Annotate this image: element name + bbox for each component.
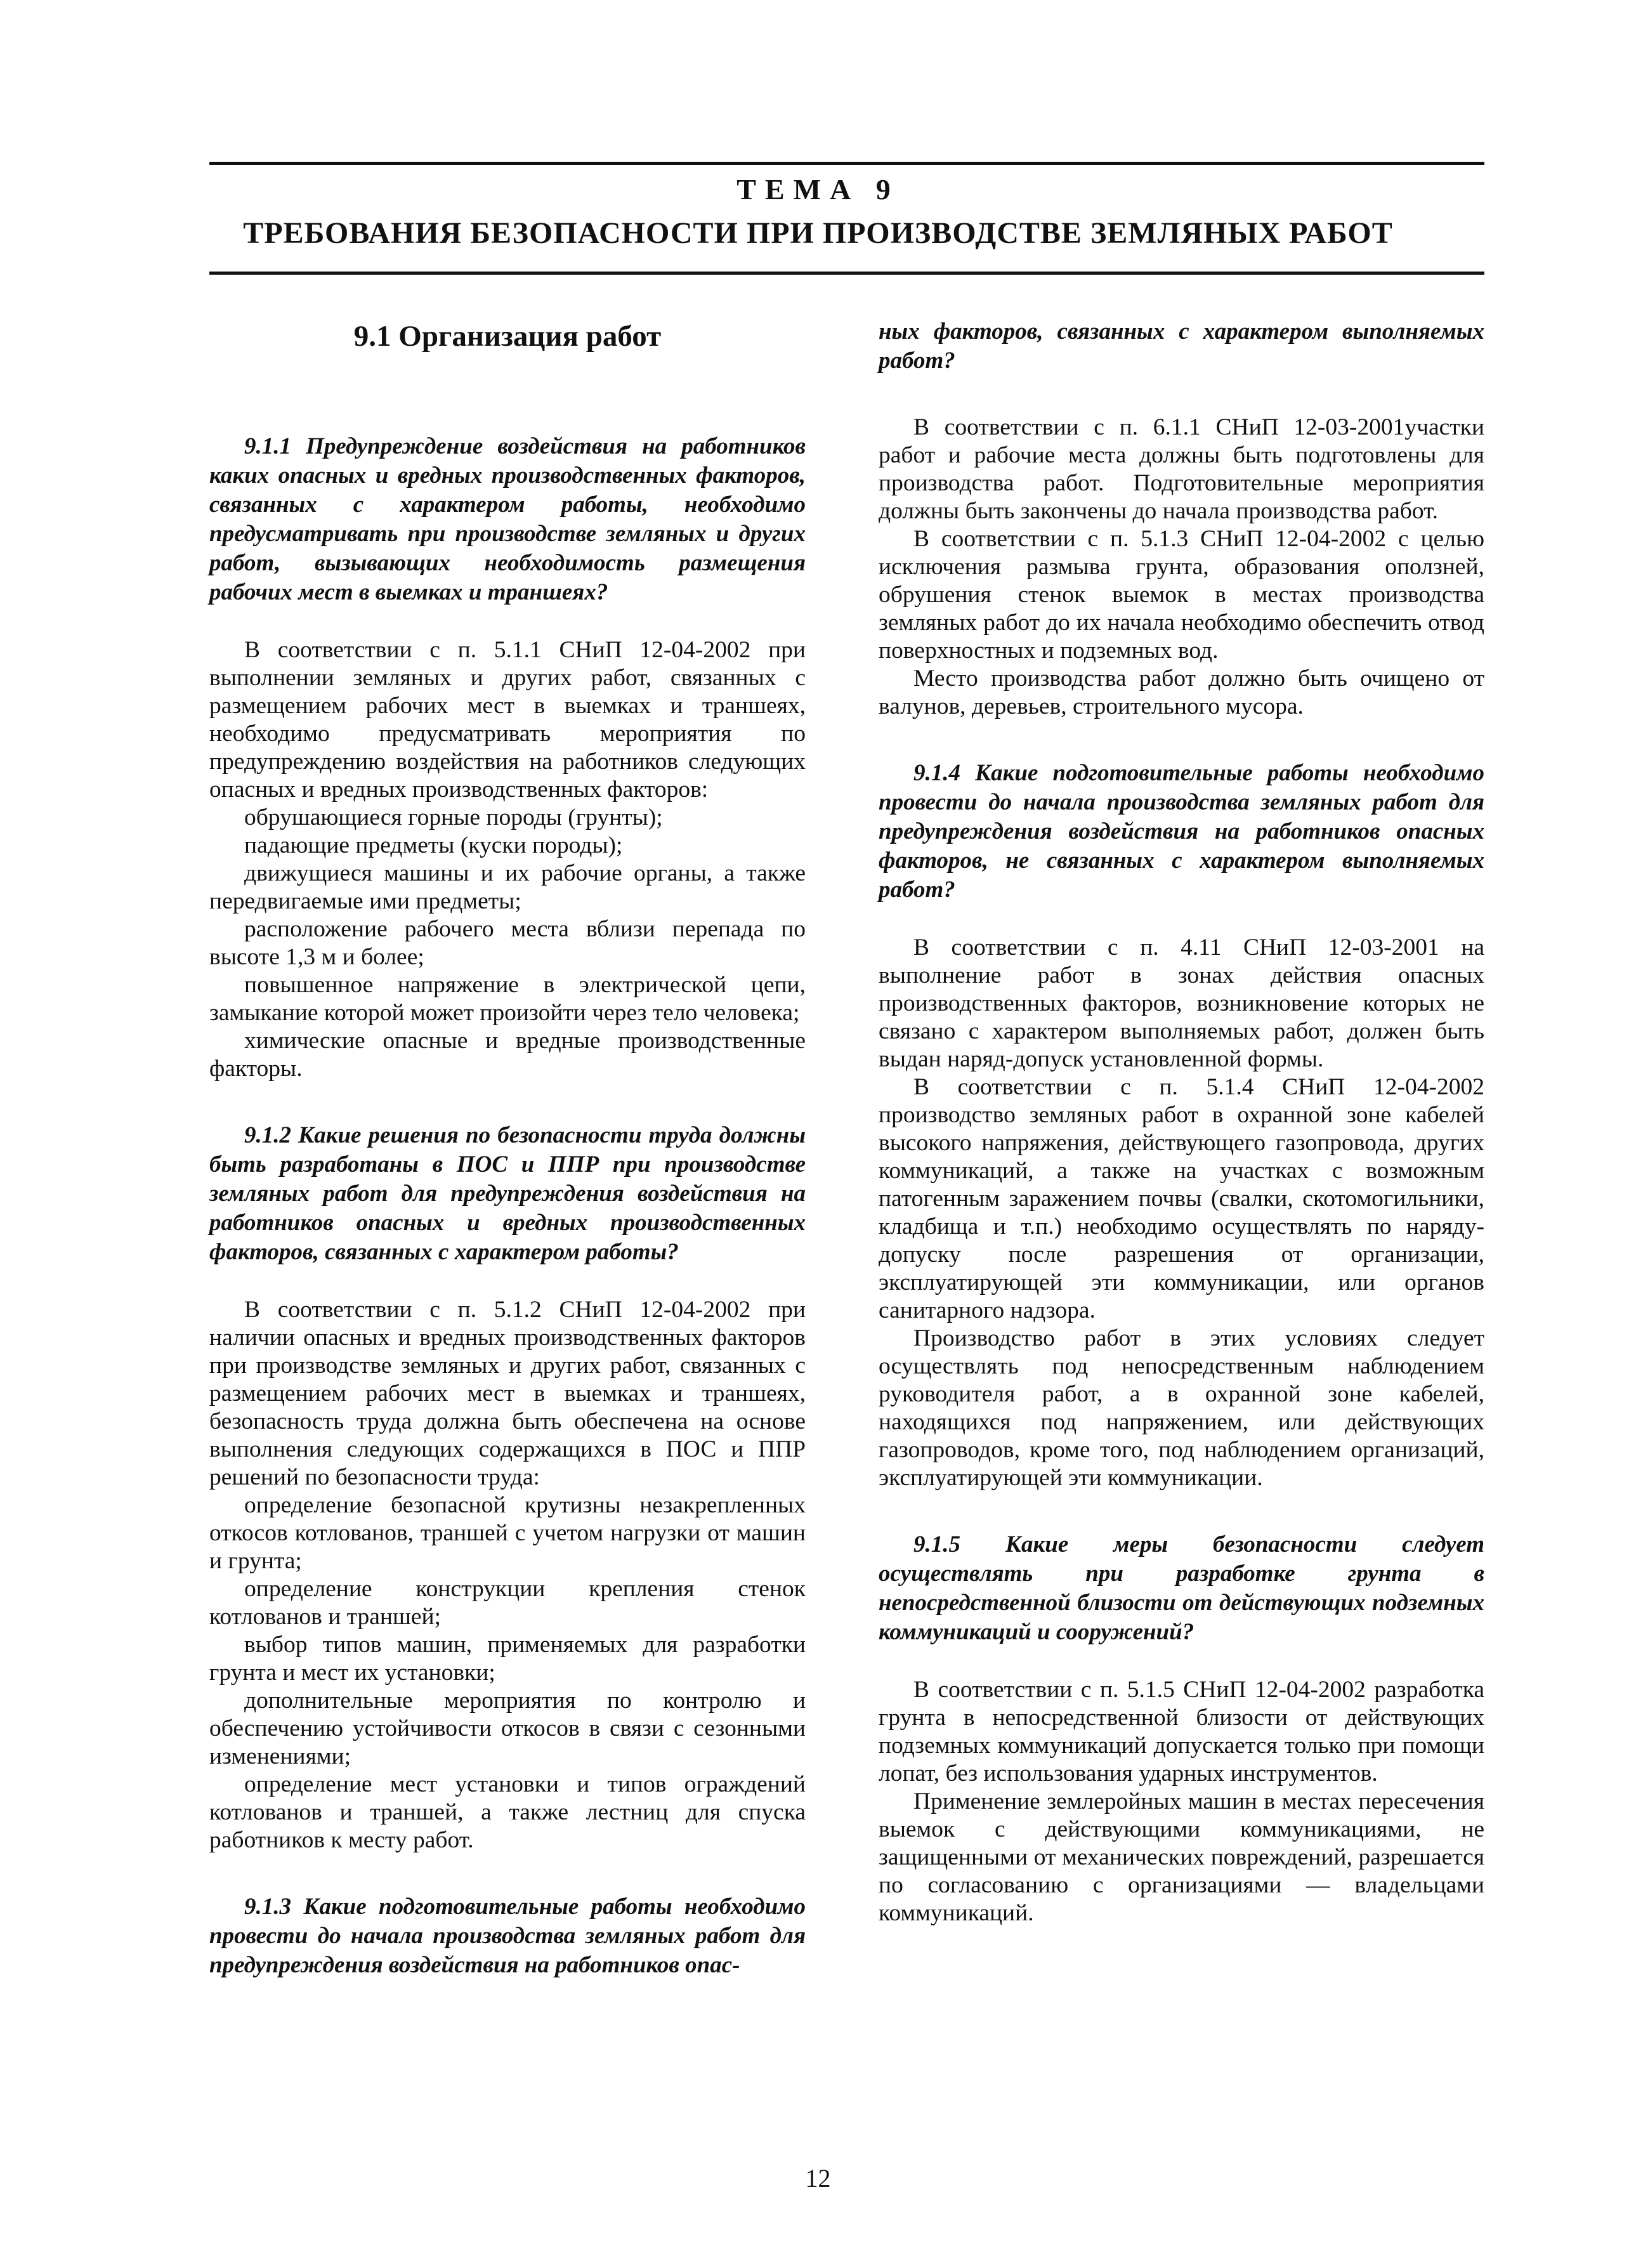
answer-paragraph: В соответствии с п. 5.1.2 СНиП 12-04-2002 при наличии опасных и вредных производственных факторов при производстве земляных и других работ, связанных с размещением рабочих мест в выемках и траншеях, безопасность труда должна быть обеспечена на основе выполнения следующих содержащихся в ПОС и ППР решений по безопасности труда: (209, 1297, 806, 1491)
list-item: обрушающиеся горные породы (грунты); (244, 804, 663, 831)
question-9-1-3-start: 9.1.3 Какие подготовительные работы необходимо провести до начала производства земляных работ для предупреждения воздействия на работников опас- (209, 1894, 806, 1979)
question-9-1-3-end: ных факторов, связанных с характером выполняемых работ? (879, 318, 1484, 374)
answer-paragraph: В соответствии с п. 4.11 СНиП 12-03-2001 на выполнение работ в зонах действия опасных производственных факторов, возникновение которых не связано с характером выполняемых работ, должен быть выдан наряд-допуск установленной формы. (879, 934, 1484, 1072)
header-top-rule (209, 162, 1484, 165)
list-item: химические опасные и вредные производственные факторы. (209, 1028, 806, 1082)
answer-paragraph: В соответствии с п. 5.1.4 СНиП 12-04-2002 производство земляных работ в охранной зоне кабелей высокого напряжения, действующего газопровода, других коммуникаций, а также на участках с возможным патогенным заражением почвы (свалки, скотомогильники, кладбища и т.п.) необходимо осуществлять по наряду-допуску после разрешения от организации, эксплуатирующей эти коммуникации, или органов санитарного надзора. (879, 1074, 1484, 1323)
page-number: 12 (805, 2164, 831, 2193)
answer-paragraph: Место производства работ должно быть очищено от валунов, деревьев, строительного мусора. (879, 665, 1484, 719)
answer-paragraph: Производство работ в этих условиях следует осуществлять под непосредственным наблюдением руководителя работ, а в охранной зоне кабелей, находящихся под напряжением, или действующих газопроводов, кроме того, под наблюдением организаций, эксплуатирующей эти коммуникации. (879, 1325, 1484, 1491)
question-9-1-4: 9.1.4 Какие подготовительные работы необходимо провести до начала производства земляных работ для предупреждения воздействия на работников опасных факторов, не связанных с характером выполняемых работ? (879, 760, 1484, 903)
answer-paragraph: Применение землеройных машин в местах пересечения выемок с действующими коммуникациями, не защищенными от механических повреждений, разрешается по согласованию с организациями — владельцами коммуникаций. (879, 1788, 1484, 1926)
left-column (209, 317, 806, 2009)
list-item: определение безопасной крутизны незакрепленных откосов котлованов, траншей с учетом нагрузки от машин и грунта; (209, 1492, 806, 1575)
list-item: определение конструкции крепления стенок котлованов и траншей; (209, 1576, 806, 1630)
question-9-1-1: 9.1.1 Предупреждение воздействия на работников каких опасных и вредных производственных факторов, связанных с характером работы, необходимо предусматривать при производстве земляных и других работ, вызывающих необходимость размещения рабочих мест в выемках и траншеях? (209, 433, 806, 606)
answer-paragraph: В соответствии с п. 5.1.5 СНиП 12-04-2002 разработка грунта в непосредственной близости от действующих подземных коммуникаций допускается только при помощи лопат, без использования ударных инструментов. (879, 1677, 1484, 1786)
theme-title: ТРЕБОВАНИЯ БЕЗОПАСНОСТИ ПРИ ПРОИЗВОДСТВЕ ЗЕМЛЯНЫХ РАБОТ (243, 216, 1393, 250)
question-9-1-5: 9.1.5 Какие меры безопасности следует осуществлять при разработке грунта в непосредственной близости от действующих подземных коммуникаций и сооружений? (879, 1531, 1484, 1645)
list-item: выбор типов машин, применяемых для разработки грунта и мест их установки; (209, 1632, 806, 1686)
list-item: расположение рабочего места вблизи перепада по высоте 1,3 м и более; (209, 916, 806, 971)
list-item: повышенное напряжение в электрической цепи, замыкание которой может произойти через тело человека; (209, 972, 806, 1026)
header-bottom-rule (209, 272, 1484, 275)
list-item: дополнительные мероприятия по контролю и обеспечению устойчивости откосов в связи с сезонными изменениями; (209, 1688, 806, 1770)
list-item: движущиеся машины и их рабочие органы, а также передвигаемые ими предметы; (209, 860, 806, 915)
section-title: 9.1 Организация работ (353, 320, 662, 353)
answer-paragraph: В соответствии с п. 5.1.3 СНиП 12-04-2002 с целью исключения размыва грунта, образования оползней, обрушения стенок выемок в местах производства земляных работ до их начала необходимо обеспечить отвод поверхностных и подземных вод. (879, 526, 1484, 664)
right-column (879, 317, 1484, 1927)
theme-label: ТЕМА 9 (736, 173, 900, 206)
question-9-1-2: 9.1.2 Какие решения по безопасности труда должны быть разработаны в ПОС и ППР при производстве земляных работ для предупреждения воздействия на работников опасных и вредных производственных факторов, связанных с характером работы? (209, 1122, 806, 1266)
list-item: падающие предметы (куски породы); (244, 832, 623, 859)
answer-paragraph: В соответствии с п. 5.1.1 СНиП 12-04-2002 при выполнении земляных и других работ, связанных с размещением рабочих мест в выемках и траншеях, необходимо предусматривать мероприятия по предупреждению воздействия на работников следующих опасных и вредных производственных факторов: (209, 637, 806, 803)
answer-paragraph: В соответствии с п. 6.1.1 СНиП 12-03-2001участки работ и рабочие места должны быть подготовлены для производства работ. Подготовительные мероприятия должны быть закончены до начала производства работ. (879, 414, 1484, 524)
list-item: определение мест установки и типов ограждений котлованов и траншей, а также лестниц для спуска работников к месту работ. (209, 1771, 806, 1854)
